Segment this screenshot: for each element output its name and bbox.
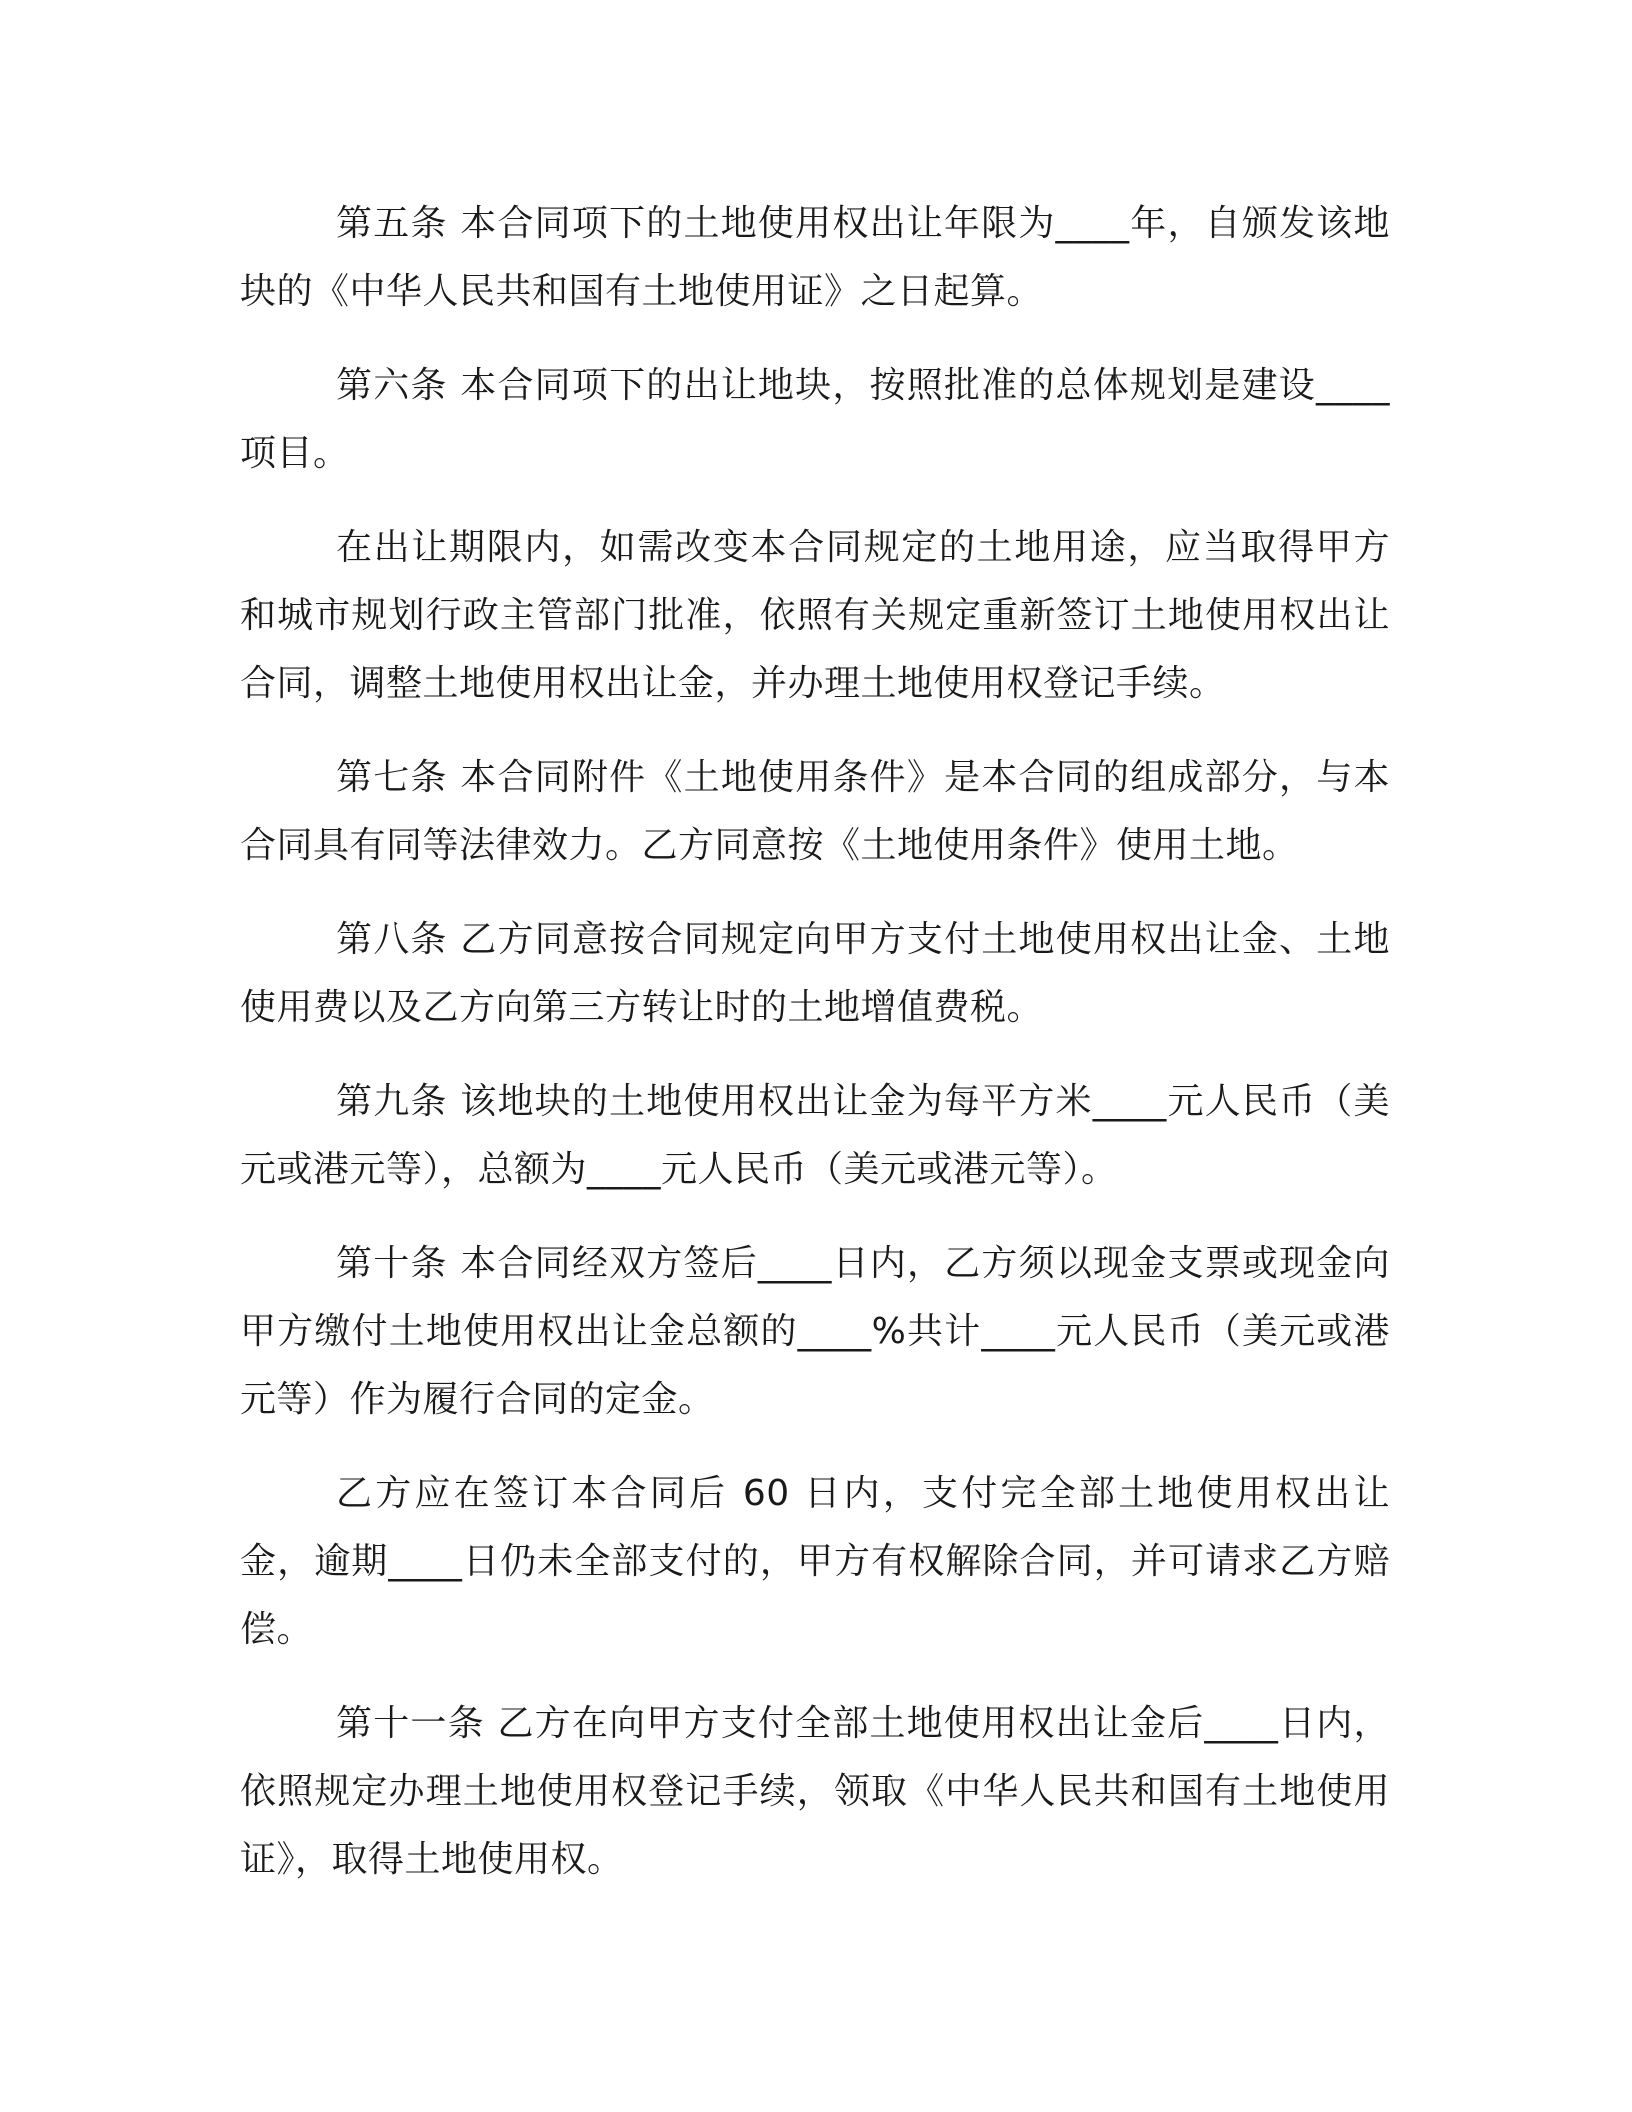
payment-deadline-paragraph: 乙方应在签订本合同后 60 日内，支付完全部土地使用权出让金，逾期____日仍未全部支付的，甲方有权解除合同，并可请求乙方赔偿。 — [240, 1473, 1390, 1650]
clause-6-paragraph: 第六条 本合同项下的出让地块，按照批准的总体规划是建设____项目。 — [240, 365, 1390, 474]
clause-7-paragraph: 第七条 本合同附件《土地使用条件》是本合同的组成部分，与本合同具有同等法律效力。乙方同意按《土地使用条件》使用土地。 — [240, 757, 1390, 866]
clause-11-paragraph: 第十一条 乙方在向甲方支付全部土地使用权出让金后____日内，依照规定办理土地使用权登记手续，领取《中华人民共和国有土地使用证》，取得土地使用权。 — [240, 1703, 1390, 1880]
clause-9-paragraph: 第九条 该地块的土地使用权出让金为每平方米____元人民币（美元或港元等），总额为____元人民币（美元或港元等）。 — [240, 1081, 1390, 1190]
clause-8-paragraph: 第八条 乙方同意按合同规定向甲方支付土地使用权出让金、土地使用费以及乙方向第三方转让时的土地增值费税。 — [240, 919, 1390, 1028]
clause-10-paragraph: 第十条 本合同经双方签后____日内，乙方须以现金支票或现金向甲方缴付土地使用权出让金总额的____%共计____元人民币（美元或港元等）作为履行合同的定金。 — [240, 1243, 1390, 1420]
land-use-change-paragraph: 在出让期限内，如需改变本合同规定的土地用途，应当取得甲方和城市规划行政主管部门批准，依照有关规定重新签订土地使用权出让合同，调整土地使用权出让金，并办理土地使用权登记手续。 — [240, 527, 1390, 704]
clause-5-paragraph: 第五条 本合同项下的土地使用权出让年限为____年，自颁发该地块的《中华人民共和国有土地使用证》之日起算。 — [240, 203, 1390, 312]
document-body — [240, 190, 1390, 1920]
